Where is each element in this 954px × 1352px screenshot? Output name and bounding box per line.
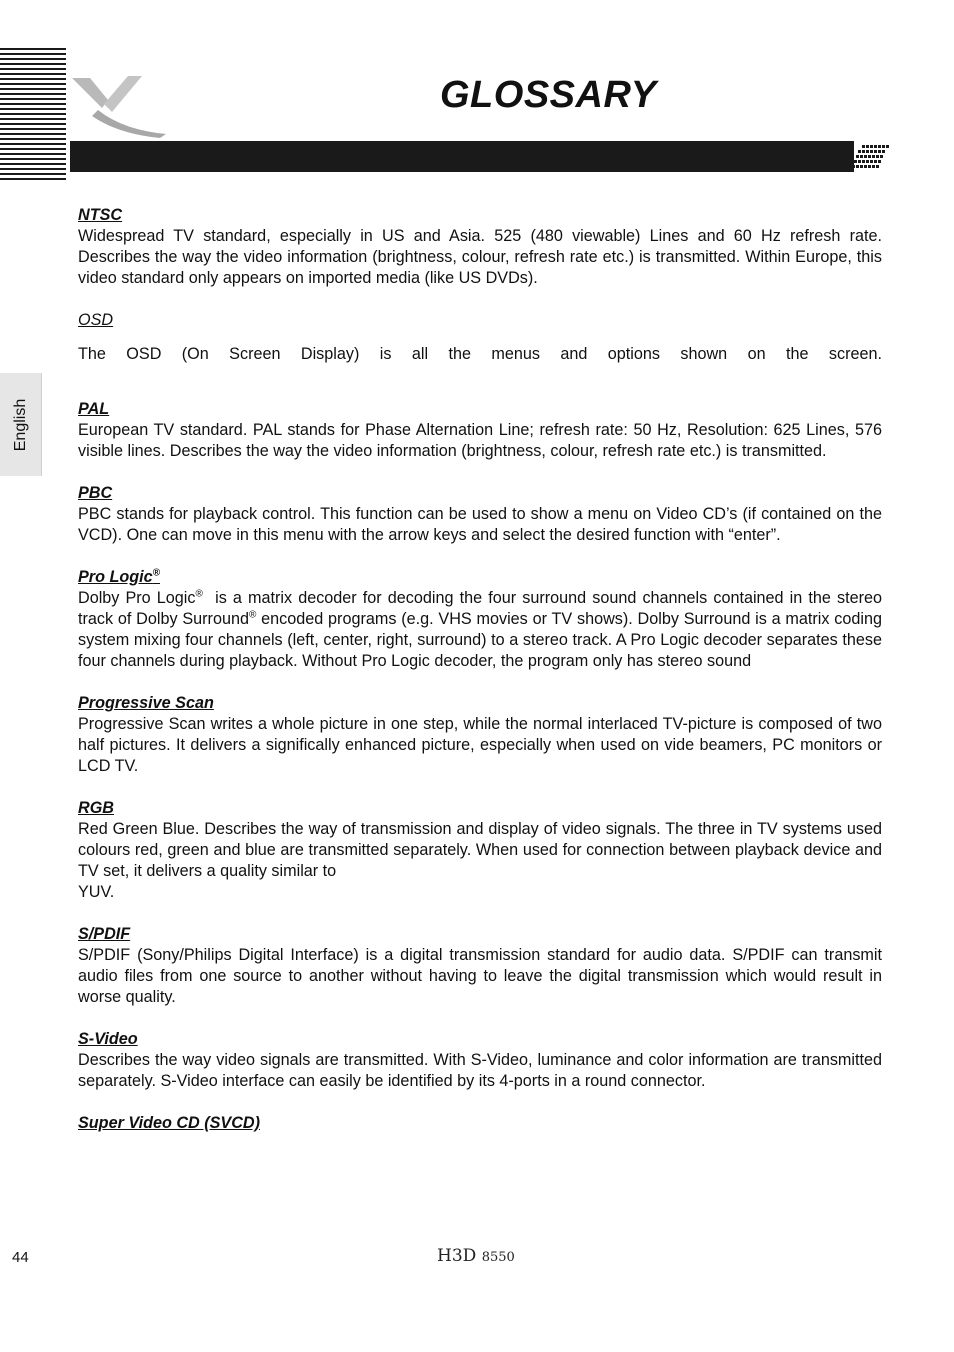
header-stripes	[0, 48, 66, 180]
term-pro-logic-label: Pro Logic	[78, 568, 153, 586]
registered-mark: ®	[195, 588, 203, 600]
entry-s-video	[78, 1029, 882, 1092]
model-prefix: H3D	[437, 1246, 477, 1266]
header-bar	[70, 141, 854, 172]
term-svcd: Super Video CD (SVCD)	[78, 1114, 260, 1132]
term-spdif: S/PDIF	[78, 925, 131, 943]
term-s-video: S-Video	[78, 1030, 138, 1048]
definition-pbc: PBC stands for playback control. This function can be used to show a menu on Video CD’s (if contained on the VCD). One can move in this menu with the arrow keys and select the desired function with “enter”.	[78, 505, 882, 544]
definition-pal: European TV standard. PAL stands for Phase Alternation Line; refresh rate: 50 Hz, Resolution: 625 Lines, 576 visible lines. Describes the way the video information (brightness, colour, refresh rate etc.) is transmitted.	[78, 421, 882, 460]
term-rgb: RGB	[78, 799, 114, 817]
model-number: 8550	[481, 1250, 515, 1265]
entry-progressive-scan	[78, 693, 882, 777]
page-number: 44	[12, 1249, 29, 1266]
header-bar-halftone	[852, 141, 890, 172]
entry-pro-logic	[78, 567, 887, 672]
brand-x-logo	[68, 72, 168, 138]
entry-ntsc	[78, 205, 882, 289]
definition-s-video: Describes the way video signals are transmitted. With S-Video, luminance and color information are transmitted separately. S-Video interface can easily be identified by its 4-ports in a round connector.	[78, 1051, 882, 1090]
definition-ntsc: Widespread TV standard, especially in US and Asia. 525 (480 viewable) Lines and 60 Hz refresh rate. Describes the way the video information (brightness, colour, refresh rate etc.) is transmitted. Within Europe, this video standard only appears on imported media (like US DVDs).	[78, 227, 882, 287]
entry-pbc	[78, 483, 882, 546]
term-progressive-scan: Progressive Scan	[78, 694, 214, 712]
definition-pro-logic	[78, 588, 887, 672]
entry-spdif	[78, 924, 882, 1008]
entry-osd	[78, 310, 882, 365]
entry-rgb	[78, 798, 882, 903]
definition-progressive-scan: Progressive Scan writes a whole picture in one step, while the normal interlaced TV-picture is composed of two half pictures. It delivers a significally enhanced picture, especially when used on vide beamers, PC monitors or LCD TV.	[78, 715, 882, 775]
definition-rgb: Red Green Blue. Describes the way of transmission and display of video signals. The three in TV systems used colours red, green and blue are transmitted separately. When used for connection between playback device and TV set, it delivers a quality similar to	[78, 820, 882, 880]
term-pro-logic	[78, 567, 882, 588]
language-tab	[0, 373, 42, 476]
definition-osd: The OSD (On Screen Display) is all the menus and options shown on the screen.	[78, 345, 882, 363]
term-osd: OSD	[78, 311, 114, 329]
term-pbc: PBC	[78, 484, 113, 502]
term-pal: PAL	[78, 400, 110, 418]
entry-svcd	[78, 1113, 882, 1134]
entry-pal	[78, 399, 882, 462]
glossary-content	[78, 205, 887, 1134]
definition-pro-logic-part-a: Dolby Pro Logic	[78, 589, 196, 607]
language-tab-label: English	[11, 398, 29, 451]
registered-mark: ®	[248, 609, 257, 621]
footer-model-name	[437, 1246, 515, 1266]
term-ntsc: NTSC	[78, 206, 123, 224]
page-title: GLOSSARY	[440, 74, 657, 116]
definition-pro-logic-part-c: encoded programs (e.g. VHS movies or TV shows). Dolby Surround is a matrix coding system mixing four channels (left, center, right, surround) to a stereo track. A Pro Logic decoder separates these four channels during playback. Without Pro Logic decoder, the program only has stereo sound	[78, 610, 882, 670]
definition-rgb-continued: YUV.	[78, 883, 115, 901]
definition-pro-logic-part-b: is a matrix decoder for decoding the four surround sound channels contained in the stereo track of Dolby Surround	[78, 589, 887, 628]
registered-mark: ®	[152, 567, 161, 579]
definition-spdif: S/PDIF (Sony/Philips Digital Interface) is a digital transmission standard for audio data. S/PDIF can transmit audio files from one source to another without having to leave the digital transmission which would result in worse quality.	[78, 946, 882, 1006]
